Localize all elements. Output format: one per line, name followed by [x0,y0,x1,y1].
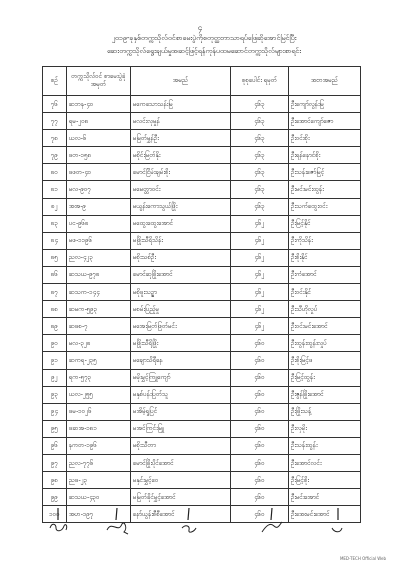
row-serial: ၈၄ [43,232,67,249]
row-roll-number: ဆသယ-၄၃၀ [67,489,131,506]
row-total-marks: ၄၆၂ [231,284,289,301]
row-father-name: ဦးကိုသိန်း [289,232,361,249]
row-roll-number: ယလ-၆ [67,130,131,147]
row-serial: ၉၆ [43,437,67,454]
row-name: မစိုဖူးသဉ္ဇာ [131,284,231,301]
row-name: မဖြိုးသီရိသိန်း [131,232,231,249]
row-serial: ၉၂ [43,369,67,386]
row-name: မအေးမြတ်ဖြတ်မင်း [131,318,231,335]
row-roll-number: ဆသယ-၉၇၈ [67,266,131,283]
row-name: မချောသိရီနေ [131,352,231,369]
row-total-marks: ၄၆၂ [231,318,289,335]
row-name: မစိုင်းမြတ်နိုး [131,147,231,164]
signature-mark [44,506,74,538]
table-row [43,164,361,181]
table-row [43,249,361,266]
signature-mark [102,506,132,538]
table-row [43,472,361,489]
row-serial: ၈၉ [43,318,67,335]
row-father-name: ဦးလှမိုး [289,420,361,437]
row-roll-number: ဖမ-၁၀၂၆ [67,403,131,420]
row-total-marks: ၄၆၃ [231,130,289,147]
row-total-marks: ၄၆၂ [231,232,289,249]
row-serial: ၉၈ [43,472,67,489]
table-row [43,386,361,403]
table-row [43,437,361,454]
row-roll-number: မဖ-၁၁၉၆ [67,232,131,249]
row-roll-number: ဖဖတ-၄၀ [67,164,131,181]
row-name: မနှစ်ပန်းပြတ်သူ [131,386,231,403]
row-roll-number: ရမ-၂၀၈ [67,113,131,130]
row-name: မစိုးသီတာ [131,437,231,454]
row-name: မောင်ဖြိုးပိုင်အောင် [131,454,231,471]
results-table [42,66,361,523]
row-total-marks: ၄၆၃ [231,181,289,198]
header-roll-number: တက္ကသိုလ်ဝင် စာမေးပွဲခုံအမှတ် [67,67,131,96]
row-name: မမေတ္တာဝင်း [131,181,231,198]
row-roll-number: ယလ-၂၅၅ [67,386,131,403]
row-serial: ၈၂ [43,198,67,215]
row-name: မစိုးသစ်ဦး [131,249,231,266]
row-name: နော်ယွန်းစီစီအောင် [131,506,231,523]
row-name: မအင်ကြင်းမြူ [131,420,231,437]
row-total-marks: ၄၆၀ [231,369,289,386]
row-name: မနှင်းမွှင့်ဝေ [131,472,231,489]
row-total-marks: ၄၆၃ [231,198,289,215]
row-father-name: ဦးသန်းဇော်မြင့် [289,164,361,181]
row-father-name: ဦးဝင်းနိုင် [289,284,361,301]
row-serial: ၉၁ [43,352,67,369]
row-total-marks: ၄၆၀ [231,403,289,420]
table-row [43,335,361,352]
table-row [43,420,361,437]
table-row [43,147,361,164]
row-serial: ၉၉ [43,489,67,506]
table-header-row [43,67,361,96]
row-roll-number: ဖဆအ-၁၈၁ [67,420,131,437]
row-serial: ၉၇ [43,454,67,471]
table-row [43,215,361,232]
row-total-marks: ၄၆၃ [231,164,289,181]
row-serial: ၉၀ [43,335,67,352]
table-row [43,266,361,283]
table-row [43,96,361,113]
row-roll-number: အအ-၉ [67,198,131,215]
table-row [43,301,361,318]
row-father-name: ဦးမြင့်စိုး [289,472,361,489]
row-father-name: ဦးမင်းမင်းထွန်း [289,181,361,198]
row-roll-number: ဆမက-၅၉၃ [67,301,131,318]
table-row [43,284,361,301]
row-roll-number: မလ-၉၀၇ [67,181,131,198]
row-serial: ၉၄ [43,403,67,420]
table-row [43,369,361,386]
row-serial: ၈၀ [43,164,67,181]
row-father-name: ဦးသက်ထွေးဝင်း [289,198,361,215]
table-row [43,454,361,471]
row-name: မစမ်းပြည့်မှု [131,301,231,318]
row-father-name: ဦးဇွန်ဖြိုးအောင် [289,386,361,403]
row-total-marks: ၄၆၀ [231,437,289,454]
row-serial: ၈၅ [43,249,67,266]
row-total-marks: ၄၆၀ [231,489,289,506]
header-total-marks: စုစုပေါင်း ရမှတ် [231,67,289,96]
row-father-name: ဦးအေးမင်းအောင် [289,506,361,523]
row-roll-number: နကတ-၁၉၆ [67,437,131,454]
table-row [43,403,361,420]
row-serial: ၉၅ [43,420,67,437]
row-father-name: ဦးမြင့်နိုင် [289,215,361,232]
row-name: မကေသောသန်းမြ [131,96,231,113]
row-roll-number: ညဖ-၂၃ [67,472,131,489]
table-row [43,489,361,506]
row-serial: ၁၀၀ [43,506,67,523]
row-name: မမိုးမွှင့်ကြူကျော် [131,369,231,386]
row-roll-number: ဆကရ-၂၃၅ [67,352,131,369]
row-name: မလင်းလှမှုန် [131,113,231,130]
row-total-marks: ၄၆၀ [231,386,289,403]
row-roll-number: ဆဖစ-၇ [67,318,131,335]
row-name: မအိမ့်ရှုပြင် [131,403,231,420]
row-roll-number: မလ-၃၂၈ [67,335,131,352]
row-total-marks: ၄၆၂ [231,215,289,232]
row-serial: ၇၈ [43,130,67,147]
row-name: မယွန်းကောသွယ်ဖြိုး [131,198,231,215]
page-number: ၄ [197,23,203,32]
row-serial: ၇၇ [43,113,67,130]
row-father-name: ဦးသီဟိုလှုပ် [289,301,361,318]
row-father-name: ဦးကျော်လွန်းမြ [289,96,361,113]
row-serial: ၈၁ [43,181,67,198]
table-row [43,318,361,335]
row-roll-number: အဟ-၁၉၇ [67,506,131,523]
row-total-marks: ၄၆၂ [231,249,289,266]
signature-mark [174,506,204,538]
row-father-name: ဦးမြင့်ထွန်း [289,369,361,386]
row-serial: ၈၇ [43,284,67,301]
header-father-name: အဘအမည် [289,67,361,96]
row-total-marks: ၄၆၃ [231,96,289,113]
signature-mark [324,506,354,538]
row-serial: ၇၉ [43,147,67,164]
row-roll-number: ညလ-၄၂၃ [67,249,131,266]
table-row [43,130,361,147]
row-father-name: ဦးထွန်းထွန်းလှုပ် [289,335,361,352]
row-serial: ၈၈ [43,301,67,318]
table-row [43,352,361,369]
row-serial: ၉၃ [43,386,67,403]
row-total-marks: ၄၆၂ [231,301,289,318]
row-serial: ၈၃ [43,215,67,232]
table-row [43,181,361,198]
row-father-name: ဦးအောင်လင်း [289,454,361,471]
footer-watermark: MED-TECH Official Web [339,556,386,561]
row-serial: ၇၆ [43,96,67,113]
row-serial: ၈၆ [43,266,67,283]
row-roll-number: ရက-၅၇၃ [67,369,131,386]
table-row [43,113,361,130]
row-total-marks: ၄၆၀ [231,472,289,489]
row-father-name: ဦးသန်းထွန်း [289,437,361,454]
header-name: အမည် [131,67,231,96]
row-name: မမြတ်ခိုင်မွှင့်အောင် [131,489,231,506]
row-name: မဖြိုးသီရိဖြိုး [131,335,231,352]
row-name: မမြတ်မွှန်ဦး [131,130,231,147]
row-total-marks: ၄၆၀ [231,335,289,352]
document-title-line-1: ၂၀၁၉-ခုနှစ်တက္ကသိုလ်ဝင်စာမေးပွဲကိုစတုတ္ထဘာသာရပ်ဖြေဆိုအောင်မြင်ပြီး [111,34,297,42]
row-father-name: ဦးရန်နောင်စိုး [289,147,361,164]
row-roll-number: ပင-၉၆၈ [67,215,131,232]
row-roll-number: ညလ-၇၇၆ [67,454,131,471]
row-father-name: ဦးစိုးနိုင် [289,249,361,266]
row-father-name: ဦးဝင်းမင်းအောင် [289,318,361,335]
row-total-marks: ၄၆၀ [231,352,289,369]
row-roll-number: ဖတ-၁၅၈ [67,147,131,164]
row-name: မထွေးထွေးအောင် [131,215,231,232]
signature-mark [256,506,286,538]
row-father-name: ဦးမင်းအောင် [289,489,361,506]
signature-row [42,506,360,546]
row-father-name: ဦးကံအောင် [289,266,361,283]
row-father-name: ဦးအောင်ကျော်ဇော [289,113,361,130]
row-roll-number: ဆသက-၁၄၄ [67,284,131,301]
row-total-marks: ၄၆၃ [231,147,289,164]
row-total-marks: ၄၆၃ [231,113,289,130]
row-total-marks: ၄၆၂ [231,266,289,283]
row-father-name: ဦးစိုးမြင့်ဖ [289,352,361,369]
row-name: မောင်ဆုဖြိုးအောင် [131,266,231,283]
row-father-name: ဦးဖြိုးသန့် [289,403,361,420]
document-title-line-2: ဆေးတက္ကသိုလ်ရွေးချယ်မှုအဆင့်ဖြင့်ရန်ကုန်ပထမဆောင်တက္ကသိုလ်များစာရင်း [107,47,301,55]
table-row [43,198,361,215]
header-serial: စဉ် [43,67,67,96]
row-name: မောင်ငြိမ်းချမ်းစိုး [131,164,231,181]
row-total-marks: ၄၆၀ [231,420,289,437]
row-father-name: ဦးဝင်းစိုး [289,130,361,147]
table-row [43,232,361,249]
row-roll-number: ဆဘန-၄၀ [67,96,131,113]
row-total-marks: ၄၆၀ [231,506,289,523]
row-total-marks: ၄၆၀ [231,454,289,471]
